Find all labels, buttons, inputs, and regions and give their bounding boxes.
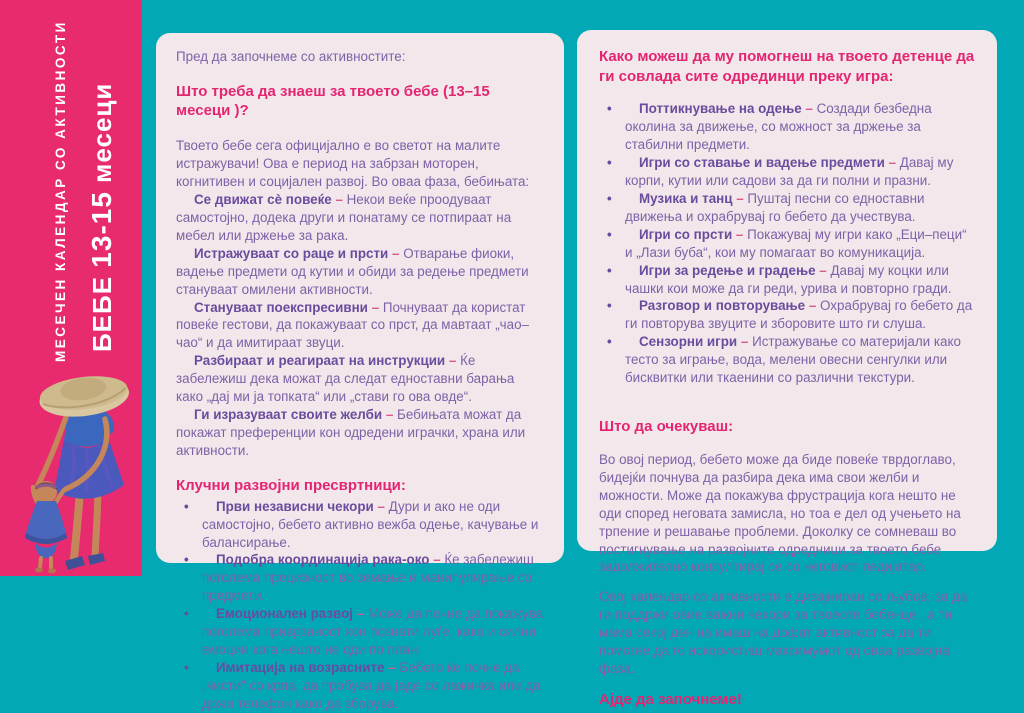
tip-item [599,297,975,333]
tip-item [599,154,975,190]
tip-item [599,262,975,298]
tip-text: Давај му корпи, кутии или садови за да ги полни и празни. [625,154,954,188]
closing-line: Ајде да започнеме! [599,691,742,709]
trait-text: Некои веќе проодуваат самостојно, додека други и понатаму се потпираат на мебел или држење за рака. [176,191,512,243]
dash-separator: – [740,334,749,350]
dash-separator: – [736,190,744,206]
sidebar-title-word: БЕБЕ [87,275,117,352]
mother-and-toddler-illustration [2,361,147,576]
sidebar-title-suffix: месеци [87,82,117,183]
tip-text: Пуштај песни со едноставни движења и охрабрувај го бебето да учествува. [625,190,925,224]
trait-item [176,406,544,460]
know-your-baby-card [156,33,564,712]
dash-separator: – [371,299,380,315]
milestone-list [176,498,544,713]
tip-item [599,333,975,387]
milestone-text: Дури и ако не оди самостојно, бебето активно вежба одење, качување и балансирање. [202,498,539,550]
dash-separator: – [335,191,343,207]
help-heading: Како можеш да му помогнеш на твоето детенце да ги совлада сите одрединци преку игра: [599,48,975,85]
tip-text: Создади безбедна околина за движење, со можност за држење за стабилни предмети. [625,101,932,152]
trait-item [176,352,544,406]
dash-separator: – [735,226,744,242]
tip-lead: Музика и танц [639,190,733,206]
dash-separator: – [433,552,441,568]
dash-separator: – [392,245,400,261]
tip-lead: Сензорни игри [639,334,738,350]
trait-text: Ќе забележиш дека можат да следат едноставни барања како „дај ми ја топката“ или „стави го ова овде“. [176,353,515,405]
sidebar [0,0,142,576]
trait-lead: Разбираат и реагираат на инструкции [194,353,446,369]
milestone-text: Може да почне да покажува поголема приврзаност кон познати луѓе, како и силни емоции кога нешто не оди по план. [202,606,544,658]
dash-separator: – [819,262,827,278]
milestone-text: Ќе забележиш поголема прецизност во земање и манипулирање со предмети. [202,552,534,604]
tip-lead: Игри со прсти [639,226,733,242]
expect-paragraph-1: Во овој период, бебето може да биде повеќе тврдоглаво, бидејќи почнува да разбира дека има свои желби и можности. Може да покажува фрустрација кога нешто не оди според неговата замисла, но тоа е дел од учењето на трпение и решавање проблеми. Доколку се сомневаш во постигнување на развојните одредници за твоето бебе задолжително консултирај се со неговиот педијатар. [599,451,961,575]
milestone-item [176,551,544,605]
tip-lead: Поттикнување на одење [639,101,802,116]
trait-text: Отварање фиоки, вадење предмети од кутии и обиди за редење предмети стануваат омилени активности. [176,245,529,297]
tip-item [599,100,975,154]
dash-separator: – [377,498,385,514]
milestone-item [176,605,544,659]
trait-item [176,191,544,245]
milestone-text: Бебето ќе почне да „чисти“ со крпа, да пробува да јаде со лажичка или да држи телефон како да зборува. [202,660,541,712]
dash-separator: – [388,660,396,676]
intro-line: Пред да започнеме со активностите: [176,49,406,64]
expect-paragraph-2: Овој календар со активности е дизајниран со љубов, за да ги поддржи овие важни чекори за твоеоте бебенце , а ти мама секој ден на имаш на дофат активност за да ти помогне да го искористиш максимумот од оваа развојна фаза. [599,589,968,677]
trait-text: Бебињата можат да покажат преференции кон одредени играчки, храна или активности. [176,407,526,459]
trait-lead: Се движат сè повеќе [194,191,332,207]
tip-lead: Игри со ставање и вадење предмети [639,154,885,170]
tip-text: Охрабрувај го бебето да ги повторува звуците и зборовите што ги слуша. [625,298,973,332]
milestone-lead: Имитација на возрасните [216,660,385,676]
tip-list [599,100,975,387]
trait-text: Почнуваат да користат повеќе гестови, да покажуваат со прст, да мавтаат „чао–чао“ и да имитираат звуци. [176,299,529,351]
dash-separator: – [805,101,813,116]
expect-heading: Што да очекуваш: [599,418,734,436]
how-to-help-card [577,30,997,709]
milestone-lead: Први независни чекори [216,498,374,514]
tip-item [599,190,975,226]
milestones-heading: Клучни развојни пресвртници: [176,477,406,495]
tip-text: Давај му коцки или чашки кои може да ги реди, урива и повторно гради. [625,262,952,296]
trait-lead: Стануваат поекспресивни [194,299,368,315]
sidebar-title-number: 13-15 [86,191,117,268]
milestone-item [176,498,544,552]
trait-list [176,191,544,460]
dash-separator: – [448,353,457,369]
trait-item [176,245,544,299]
dash-separator: – [356,606,365,622]
milestone-item [176,659,544,713]
know-paragraph: Твоето бебе сега официјално е во светот на малите истражувачи! Ова е период на забрзан моторен, когнитивен и социјален развој. Во оваа фаза, бебињата: [176,137,530,189]
sidebar-subtitle: МЕСЕЧЕН КАЛЕНДАР СО АКТИВНОСТИ [53,20,68,362]
tip-text: Покажувај му игри како „Еци–пеци“ и „Лази буба“, кои му помагаат во комуникација. [625,226,967,260]
dash-separator: – [808,298,817,314]
sidebar-title [86,83,118,352]
know-heading: Што треба да знаеш за твоето бебе (13–15 месеци )? [176,82,490,120]
trait-lead: Ги изразуваат своите желби [194,407,383,423]
milestone-lead: Подобра координација рака-око [216,552,430,568]
tip-lead: Разговор и повторување [639,298,806,314]
trait-item [176,299,544,353]
tip-lead: Игри за редење и градење [639,262,816,278]
dash-separator: – [888,154,897,170]
dash-separator: – [385,407,394,423]
tip-text: Истражување со материјали како тесто за играње, вода, мелени овесни сенгулки или бисквитки или ткаенини со различни текстури. [625,334,961,386]
trait-lead: Истражуваат со раце и прсти [194,245,389,261]
tip-item [599,226,975,262]
milestone-lead: Емоционален развој [216,606,354,622]
